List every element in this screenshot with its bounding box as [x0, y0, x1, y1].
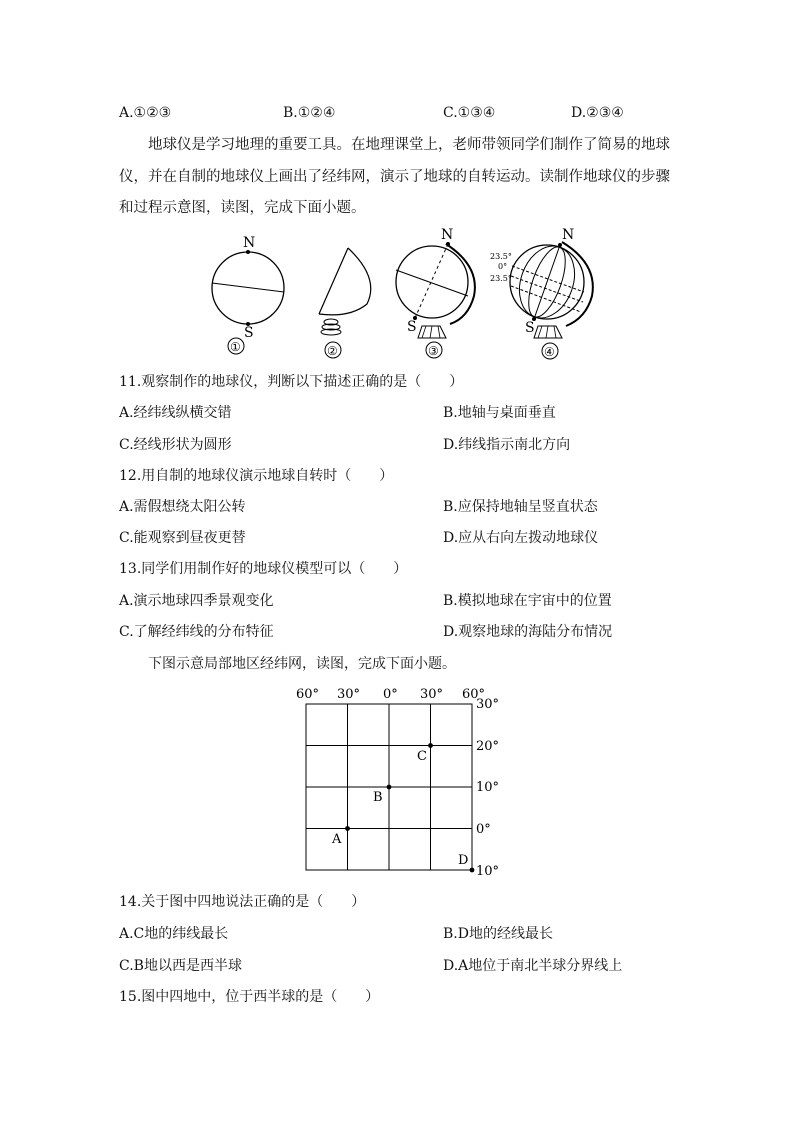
- point-a-marker: [345, 826, 350, 831]
- step4-number: ④: [544, 345, 555, 359]
- lat-long-grid-figure: [290, 684, 510, 880]
- lat-upper-label: 23.5°: [490, 252, 512, 261]
- lat-label-3: 10°: [476, 780, 500, 795]
- q14-option-a: A.C地的纬线最长: [119, 926, 229, 942]
- point-c-label: C: [417, 749, 427, 764]
- lat-lower-label: 23.5°: [490, 274, 512, 283]
- step3-south-label: S: [407, 319, 417, 335]
- grid-intro: 下图示意局部地区经纬网，读图，完成下面小题。: [148, 656, 456, 672]
- globe-step-3: [396, 227, 475, 358]
- q15-stem: 15.图中四地中，位于西半球的是（ ）: [119, 989, 380, 1005]
- step1-north-label: N: [243, 235, 256, 251]
- lon-label-3: 0°: [383, 687, 398, 702]
- q11-option-b: B.地轴与桌面垂直: [443, 405, 556, 421]
- lat-label-5: 10°: [476, 864, 500, 879]
- lat-label-4: 0°: [476, 822, 491, 837]
- lat-zero-label: 0°: [498, 262, 508, 271]
- q12-option-a: A.需假想绕太阳公转: [119, 499, 246, 515]
- q10-option-d: D.②③④: [571, 105, 624, 121]
- globe-steps-figure: [200, 226, 620, 366]
- q11-option-a: A.经纬线纵横交错: [119, 405, 232, 421]
- point-c-marker: [428, 743, 433, 748]
- globe-intro-paragraph: 地球仪是学习地理的重要工具。在地理课堂上，老师带领同学们制作了简易的地球仪，并在自制的地球仪上画出了经纬网，演示了地球的自转运动。读制作地球仪的步骤和过程示意图，读图，完成下面小题。: [119, 137, 670, 216]
- q14-option-d: D.A地位于南北半球分界线上: [443, 958, 623, 974]
- q13-option-b: B.模拟地球在宇宙中的位置: [443, 593, 612, 609]
- q13-stem: 13.同学们用制作好的地球仪模型可以（ ）: [119, 561, 408, 577]
- q14-stem: 14.关于图中四地说法正确的是（ ）: [119, 894, 366, 910]
- step3-north-label: N: [441, 227, 454, 243]
- q11-stem: 11.观察制作的地球仪，判断以下描述正确的是（ ）: [119, 374, 464, 390]
- lon-label-1: 60°: [296, 687, 320, 702]
- lat-label-2: 20°: [476, 739, 500, 754]
- lon-label-2: 30°: [337, 687, 361, 702]
- q13-option-d: D.观察地球的海陆分布情况: [443, 624, 613, 640]
- point-d-marker: [470, 868, 475, 873]
- q11-option-c: C.经线形状为圆形: [119, 437, 232, 453]
- lon-label-4: 30°: [420, 687, 444, 702]
- point-d-label: D: [458, 853, 469, 868]
- q10-option-c: C.①③④: [443, 105, 496, 121]
- point-b-marker: [387, 785, 392, 790]
- globe-step-4: [490, 227, 593, 359]
- q13-option-c: C.了解经纬线的分布特征: [119, 624, 274, 640]
- q12-option-d: D.应从右向左拨动地球仪: [443, 530, 599, 546]
- q10-option-b: B.①②④: [283, 105, 336, 121]
- point-a-label: A: [332, 832, 342, 847]
- step4-south-label: S: [525, 320, 535, 336]
- q14-option-b: B.D地的经线最长: [443, 926, 553, 942]
- point-b-label: B: [373, 790, 383, 805]
- q12-option-b: B.应保持地轴呈竖直状态: [443, 499, 598, 515]
- lon-label-5: 60°: [462, 687, 486, 702]
- q10-option-a: A.①②③: [119, 105, 172, 121]
- step3-number: ③: [428, 344, 439, 358]
- step2-number: ②: [327, 344, 338, 358]
- step1-number: ①: [230, 340, 241, 354]
- q12-stem: 12.用自制的地球仪演示地球自转时（ ）: [119, 468, 394, 484]
- step1-south-label: S: [244, 325, 254, 341]
- lat-label-1: 30°: [476, 697, 500, 712]
- q12-option-c: C.能观察到昼夜更替: [119, 530, 246, 546]
- globe-step-1: [212, 235, 284, 354]
- q14-option-c: C.B地以西是西半球: [119, 958, 242, 974]
- q13-option-a: A.演示地球四季景观变化: [119, 593, 274, 609]
- step4-north-label: N: [562, 227, 575, 243]
- q11-option-d: D.纬线指示南北方向: [443, 437, 571, 453]
- globe-step-2: [319, 248, 371, 358]
